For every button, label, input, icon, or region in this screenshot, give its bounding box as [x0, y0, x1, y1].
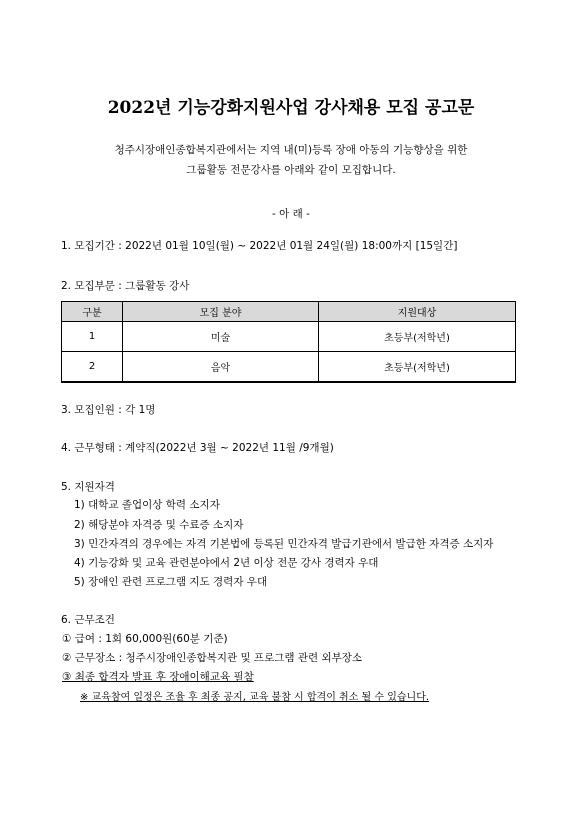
table-cell: 초등부(저학년)	[319, 322, 516, 352]
section-work-type: 4. 근무형태 : 계약직(2022년 3월 ~ 2022년 11월 /9개월)	[61, 442, 334, 454]
table-cell: 미술	[123, 322, 319, 352]
document-title: 2022년 기능강화지원사업 강사채용 모집 공고문	[107, 98, 475, 118]
section-recruit-count: 3. 모집인원 : 각 1명	[61, 404, 156, 416]
intro-line-2: 그룹활동 전문강사를 아래와 같이 모집합니다.	[186, 164, 396, 176]
table-row	[62, 352, 516, 383]
table-cell: 음악	[123, 352, 319, 383]
qualification-item: 3) 민간자격의 경우에는 자격 기본법에 등록된 민간자격 발급기관에서 발급한 자격증 소지자	[74, 538, 494, 550]
table-header-cell: 지원대상	[319, 302, 516, 322]
section-recruit-field: 2. 모집부문 : 그룹활동 강사	[61, 280, 190, 292]
section-qualifications-heading: 5. 지원자격	[61, 481, 115, 493]
section-conditions-heading: 6. 근무조건	[61, 614, 115, 626]
condition-note: ※ 교육참여 일정은 조율 후 최종 공지, 교육 불참 시 합격이 취소 될 수 있습니다.	[80, 692, 430, 703]
qualification-item: 4) 기능강화 및 교육 관련분야에서 2년 이상 전문 강사 경력자 우대	[74, 557, 379, 569]
table-header-cell: 모집 분야	[123, 302, 319, 322]
recruit-table	[61, 301, 516, 383]
intro-line-1: 청주시장애인종합복지관에서는 지역 내(미)등록 장애 아동의 기능향상을 위한	[114, 144, 468, 156]
condition-item: ① 급여 : 1회 60,000원(60분 기준)	[62, 633, 228, 645]
qualification-item: 2) 해당분야 자격증 및 수료증 소지자	[74, 519, 244, 531]
qualification-item: 1) 대학교 졸업이상 학력 소지자	[74, 499, 220, 511]
condition-item: ② 근무장소 : 청주시장애인종합복지관 및 프로그램 관련 외부장소	[62, 652, 363, 664]
separator: - 아 래 -	[272, 208, 310, 220]
table-row	[62, 322, 516, 352]
section-recruit-period: 1. 모집기간 : 2022년 01월 10일(월) ~ 2022년 01월 24일(월) 18:00까지 [15일간]	[61, 240, 458, 252]
table-cell: 2	[62, 352, 123, 383]
table-header-cell: 구분	[62, 302, 123, 322]
table-header-row	[62, 302, 516, 322]
qualification-item: 5) 장애인 관련 프로그램 지도 경력자 우대	[74, 576, 268, 588]
condition-item-highlight: ③ 최종 합격자 발표 후 장애이해교육 필참	[62, 671, 254, 683]
table-cell: 1	[62, 322, 123, 352]
table-cell: 초등부(저학년)	[319, 352, 516, 383]
